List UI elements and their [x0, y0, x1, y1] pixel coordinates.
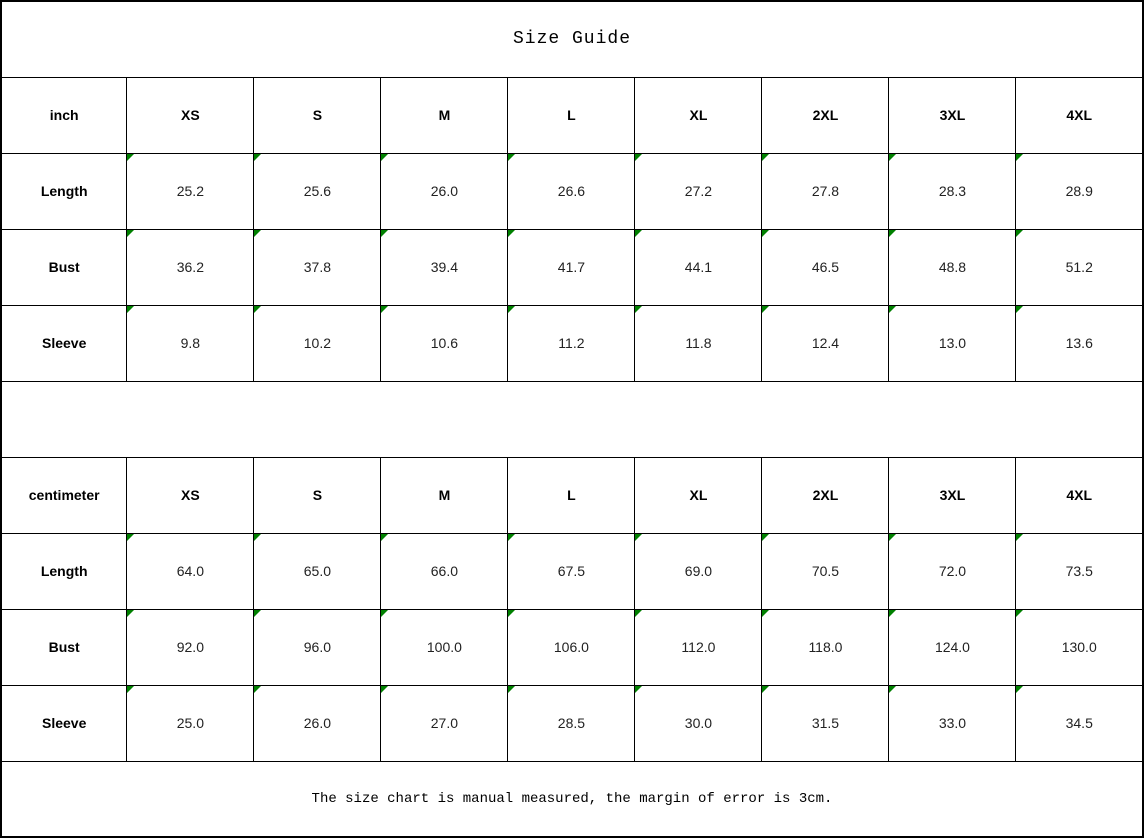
- size-value: 9.8: [180, 335, 201, 351]
- size-value-cell: [508, 229, 635, 305]
- cell-corner-triangle-icon: [381, 610, 388, 617]
- cell-corner-triangle-icon: [254, 534, 261, 541]
- size-value: 46.5: [811, 259, 840, 275]
- size-value-cell: [254, 153, 381, 229]
- size-value: 37.8: [303, 259, 331, 275]
- size-value: 11.2: [558, 335, 585, 351]
- size-value: 100.0: [426, 639, 462, 655]
- size-value: 11.8: [685, 335, 712, 351]
- size-col-header: 4XL: [1016, 457, 1143, 533]
- cell-corner-triangle-icon: [381, 686, 388, 693]
- title-row: [1, 1, 1143, 77]
- size-value: 72.0: [938, 563, 967, 579]
- size-value: 130.0: [1061, 639, 1097, 655]
- size-value-cell: [381, 685, 508, 761]
- size-value-cell: [762, 533, 889, 609]
- cell-corner-triangle-icon: [762, 610, 769, 617]
- size-header-row: [1, 457, 1143, 533]
- cell-corner-triangle-icon: [762, 686, 769, 693]
- size-value-cell: [508, 685, 635, 761]
- size-value: 28.5: [557, 715, 586, 731]
- size-value-cell: [381, 609, 508, 685]
- cell-corner-triangle-icon: [508, 610, 515, 617]
- cell-corner-triangle-icon: [254, 610, 261, 617]
- size-value: 39.4: [430, 259, 459, 275]
- size-value-cell: [889, 229, 1016, 305]
- size-value: 13.6: [1065, 335, 1093, 351]
- table-row: [1, 533, 1143, 609]
- cell-corner-triangle-icon: [635, 230, 642, 237]
- cell-corner-triangle-icon: [635, 610, 642, 617]
- cell-corner-triangle-icon: [254, 686, 261, 693]
- size-value: 65.0: [303, 563, 331, 579]
- size-value-cell: [127, 305, 254, 381]
- table-row: [1, 609, 1143, 685]
- cell-corner-triangle-icon: [381, 154, 388, 161]
- cell-corner-triangle-icon: [1016, 230, 1023, 237]
- size-value-cell: [889, 609, 1016, 685]
- cell-corner-triangle-icon: [889, 306, 896, 313]
- size-value-cell: [889, 153, 1016, 229]
- size-value: 31.5: [811, 715, 840, 731]
- cell-corner-triangle-icon: [1016, 306, 1023, 313]
- size-value: 51.2: [1065, 259, 1093, 275]
- unit-header: inch: [1, 77, 127, 153]
- size-col-header: 3XL: [889, 77, 1016, 153]
- size-col-header: XS: [127, 457, 254, 533]
- size-value-cell: [381, 305, 508, 381]
- cell-corner-triangle-icon: [889, 154, 896, 161]
- size-value-cell: [381, 229, 508, 305]
- size-value: 41.7: [557, 259, 586, 275]
- cell-corner-triangle-icon: [127, 230, 134, 237]
- size-value: 112.0: [681, 639, 716, 655]
- size-value-cell: [762, 305, 889, 381]
- size-value-cell: [762, 153, 889, 229]
- size-value: 70.5: [811, 563, 840, 579]
- cell-corner-triangle-icon: [1016, 534, 1023, 541]
- cell-corner-triangle-icon: [762, 230, 769, 237]
- size-value-cell: [1016, 533, 1143, 609]
- size-value-cell: [381, 533, 508, 609]
- size-value-cell: [635, 609, 762, 685]
- size-value: 64.0: [176, 563, 204, 579]
- size-value-cell: [254, 609, 381, 685]
- size-value: 48.8: [938, 259, 967, 275]
- size-value: 25.2: [176, 183, 204, 199]
- cell-corner-triangle-icon: [254, 154, 261, 161]
- cell-corner-triangle-icon: [1016, 686, 1023, 693]
- size-value: 36.2: [176, 259, 204, 275]
- size-value: 124.0: [934, 639, 970, 655]
- size-value-cell: [889, 533, 1016, 609]
- cell-corner-triangle-icon: [381, 534, 388, 541]
- size-value: 10.2: [303, 335, 331, 351]
- size-value: 118.0: [808, 639, 843, 655]
- cell-corner-triangle-icon: [889, 610, 896, 617]
- cell-corner-triangle-icon: [635, 686, 642, 693]
- cell-corner-triangle-icon: [762, 154, 769, 161]
- size-value: 10.6: [430, 335, 459, 351]
- size-value-cell: [127, 229, 254, 305]
- size-value: 27.8: [811, 183, 840, 199]
- size-value-cell: [254, 305, 381, 381]
- size-value: 44.1: [684, 259, 713, 275]
- size-value-cell: [635, 153, 762, 229]
- size-value-cell: [1016, 685, 1143, 761]
- size-col-header: S: [254, 457, 381, 533]
- size-value-cell: [889, 685, 1016, 761]
- size-value-cell: [762, 685, 889, 761]
- spacer-cell: [1, 381, 1143, 457]
- size-value: 12.4: [811, 335, 840, 351]
- size-value-cell: [635, 533, 762, 609]
- cell-corner-triangle-icon: [127, 154, 134, 161]
- size-col-header: XS: [127, 77, 254, 153]
- size-value-cell: [635, 685, 762, 761]
- size-value: 33.0: [938, 715, 967, 731]
- size-value-cell: [762, 609, 889, 685]
- size-value-cell: [127, 685, 254, 761]
- cell-corner-triangle-icon: [1016, 154, 1023, 161]
- size-value: 34.5: [1065, 715, 1093, 731]
- size-value-cell: [1016, 153, 1143, 229]
- cell-corner-triangle-icon: [254, 230, 261, 237]
- measure-row-label: Length: [1, 153, 127, 229]
- cell-corner-triangle-icon: [635, 534, 642, 541]
- size-col-header: 2XL: [762, 77, 889, 153]
- size-value-cell: [508, 153, 635, 229]
- measure-row-label: Length: [1, 533, 127, 609]
- size-col-header: 3XL: [889, 457, 1016, 533]
- table-row: [1, 153, 1143, 229]
- cell-corner-triangle-icon: [508, 230, 515, 237]
- size-value: 26.6: [557, 183, 586, 199]
- size-value-cell: [127, 533, 254, 609]
- size-value: 26.0: [430, 183, 459, 199]
- size-value-cell: [508, 305, 635, 381]
- cell-corner-triangle-icon: [889, 230, 896, 237]
- size-value: 73.5: [1065, 563, 1093, 579]
- size-value: 13.0: [938, 335, 967, 351]
- size-col-header: XL: [635, 77, 762, 153]
- table-row: [1, 305, 1143, 381]
- size-value-cell: [127, 153, 254, 229]
- size-col-header: L: [508, 457, 635, 533]
- size-value-cell: [635, 229, 762, 305]
- size-col-header: S: [254, 77, 381, 153]
- size-value-cell: [1016, 305, 1143, 381]
- table-row: [1, 685, 1143, 761]
- cell-corner-triangle-icon: [381, 230, 388, 237]
- size-value: 28.3: [938, 183, 967, 199]
- size-value-cell: [1016, 229, 1143, 305]
- size-col-header: M: [381, 77, 508, 153]
- footer-note: The size chart is manual measured, the margin of error is 3cm.: [1, 761, 1143, 837]
- cell-corner-triangle-icon: [127, 306, 134, 313]
- size-value-cell: [635, 305, 762, 381]
- cell-corner-triangle-icon: [508, 154, 515, 161]
- size-col-header: XL: [635, 457, 762, 533]
- cell-corner-triangle-icon: [762, 534, 769, 541]
- measure-row-label: Sleeve: [1, 685, 127, 761]
- cell-corner-triangle-icon: [508, 306, 515, 313]
- size-value-cell: [381, 153, 508, 229]
- size-col-header: L: [508, 77, 635, 153]
- size-col-header: M: [381, 457, 508, 533]
- size-value: 27.2: [684, 183, 713, 199]
- size-value-cell: [508, 609, 635, 685]
- size-value: 26.0: [303, 715, 331, 731]
- size-value: 66.0: [430, 563, 459, 579]
- measure-row-label: Bust: [1, 229, 127, 305]
- size-header-row: [1, 77, 1143, 153]
- size-value-cell: [1016, 609, 1143, 685]
- cell-corner-triangle-icon: [508, 534, 515, 541]
- size-value-cell: [889, 305, 1016, 381]
- cell-corner-triangle-icon: [635, 154, 642, 161]
- size-value-cell: [254, 533, 381, 609]
- unit-header: centimeter: [1, 457, 127, 533]
- size-value: 25.6: [303, 183, 331, 199]
- measure-row-label: Bust: [1, 609, 127, 685]
- size-value-cell: [762, 229, 889, 305]
- size-value: 67.5: [557, 563, 586, 579]
- size-value: 25.0: [176, 715, 204, 731]
- size-col-header: 2XL: [762, 457, 889, 533]
- cell-corner-triangle-icon: [1016, 610, 1023, 617]
- size-value-cell: [254, 685, 381, 761]
- measure-row-label: Sleeve: [1, 305, 127, 381]
- size-value-cell: [508, 533, 635, 609]
- footer-row: [1, 761, 1143, 837]
- size-col-header: 4XL: [1016, 77, 1143, 153]
- cell-corner-triangle-icon: [889, 686, 896, 693]
- cell-corner-triangle-icon: [127, 610, 134, 617]
- size-value: 69.0: [684, 563, 713, 579]
- cell-corner-triangle-icon: [127, 686, 134, 693]
- size-value: 92.0: [176, 639, 204, 655]
- size-value: 96.0: [303, 639, 331, 655]
- size-value: 28.9: [1065, 183, 1093, 199]
- size-value: 27.0: [430, 715, 459, 731]
- cell-corner-triangle-icon: [508, 686, 515, 693]
- cell-corner-triangle-icon: [381, 306, 388, 313]
- cell-corner-triangle-icon: [127, 534, 134, 541]
- cell-corner-triangle-icon: [762, 306, 769, 313]
- size-value-cell: [127, 609, 254, 685]
- cell-corner-triangle-icon: [889, 534, 896, 541]
- size-value: 30.0: [684, 715, 713, 731]
- spacer-row: [1, 381, 1143, 457]
- cell-corner-triangle-icon: [254, 306, 261, 313]
- size-value-cell: [254, 229, 381, 305]
- cell-corner-triangle-icon: [635, 306, 642, 313]
- page-title: Size Guide: [1, 1, 1143, 77]
- size-value: 106.0: [553, 639, 589, 655]
- table-row: [1, 229, 1143, 305]
